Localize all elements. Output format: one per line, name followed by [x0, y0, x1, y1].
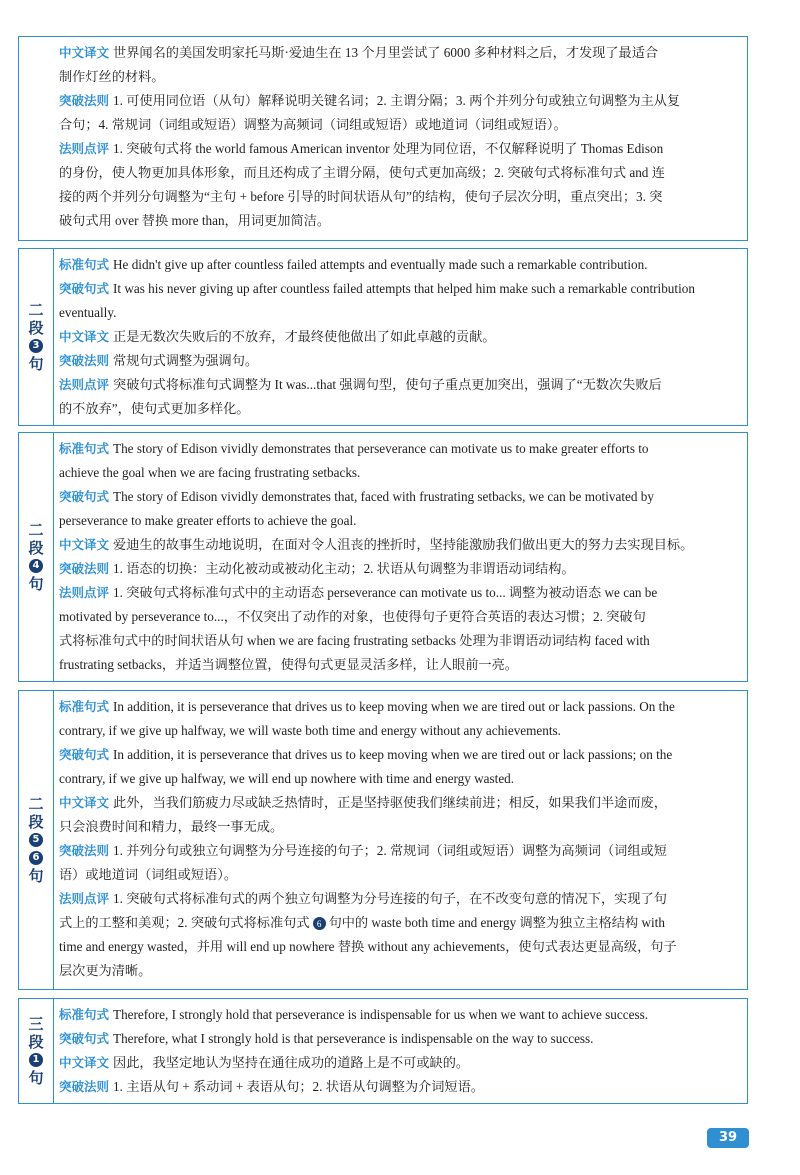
text: time and energy wasted，并用 will end up nowhere 替换 without any achievements，使句式表达更显高级，句子	[59, 939, 677, 954]
text: In addition, it is perseverance that drives us to keep moving when we are tired out or lack passions; on the	[113, 747, 673, 762]
label-comment: 法则点评	[59, 891, 110, 906]
box-content	[57, 691, 747, 987]
text: motivated by perseverance to...，不仅突出了动作的对象，也使得句子更符合英语的表达习惯；2. 突破句	[59, 609, 646, 624]
text: 正是无数次失败后的不放弃，才最终使他做出了如此卓越的贡献。	[113, 329, 496, 344]
label-rule: 突破法则	[59, 353, 110, 368]
section-marker	[19, 999, 54, 1103]
page-number: 39	[707, 1128, 749, 1148]
marker-char: 段	[28, 813, 44, 831]
label-breakthrough: 突破句式	[59, 281, 110, 296]
text: He didn't give up after countless failed attempts and eventually made such a remarkable contribution.	[113, 257, 648, 272]
text: 接的两个并列分句调整为“主句 + before 引导的时间状语从句”的结构，使句子层次分明，重点突出；3. 突	[59, 189, 663, 204]
label-translation: 中文译文	[59, 45, 110, 60]
label-rule: 突破法则	[59, 843, 110, 858]
sentence-box-para2-s5-6	[18, 690, 748, 990]
label-comment: 法则点评	[59, 377, 110, 392]
sentence-number-badge: 6	[313, 917, 326, 930]
marker-char: 二	[28, 795, 44, 813]
marker-number: 3	[29, 339, 43, 353]
text: 句中的 waste both time and energy 调整为独立主格结构 with	[328, 915, 665, 930]
text: 制作灯丝的材料。	[59, 69, 165, 84]
marker-number: 4	[29, 559, 43, 573]
text: 式将标准句式中的时间状语从句 when we are facing frustrating setbacks 处理为非谓语动词结构 faced with	[59, 633, 650, 648]
label-breakthrough: 突破句式	[59, 489, 110, 504]
text: perseverance to make greater efforts to achieve the goal.	[59, 513, 357, 528]
box-content	[57, 999, 747, 1103]
text: 式上的工整和美观；2. 突破句式将标准句式	[59, 915, 310, 930]
marker-char: 段	[28, 319, 44, 337]
text: contrary, if we give up halfway, we will end up nowhere with time and energy wasted.	[59, 771, 515, 786]
text: 因此，我坚定地认为坚持在通往成功的道路上是不可或缺的。	[113, 1055, 470, 1070]
marker-char: 句	[28, 867, 44, 885]
label-rule: 突破法则	[59, 1079, 110, 1094]
label-translation: 中文译文	[59, 329, 110, 344]
text: In addition, it is perseverance that drives us to keep moving when we are tired out or lack passions. On the	[113, 699, 675, 714]
label-translation: 中文译文	[59, 795, 110, 810]
text: 1. 突破句式将标准句式的两个独立句调整为分号连接的句子，在不改变句意的情况下，实现了句	[113, 891, 667, 906]
label-standard: 标准句式	[59, 441, 110, 456]
text: eventually.	[59, 305, 117, 320]
marker-number: 6	[29, 851, 43, 865]
text: 的身份，使人物更加具体形象，而且还构成了主谓分隔，使句式更加高级；2. 突破句式将标准句式 and 连	[59, 165, 665, 180]
label-breakthrough: 突破句式	[59, 747, 110, 762]
box-content	[57, 249, 747, 425]
text: 1. 语态的切换：主动化被动或被动化主动；2. 状语从句调整为非谓语动词结构。	[113, 561, 575, 576]
label-standard: 标准句式	[59, 1007, 110, 1022]
label-standard: 标准句式	[59, 257, 110, 272]
sentence-box-para2-s3	[18, 248, 748, 426]
text: 1. 突破句式将 the world famous American inventor 处理为同位语，不仅解释说明了 Thomas Edison	[113, 141, 664, 156]
text: 1. 突破句式将标准句式中的主动语态 perseverance can motivate us to... 调整为被动语态 we can be	[113, 585, 658, 600]
box-content	[57, 37, 747, 237]
marker-char: 句	[28, 575, 44, 593]
text: 常规句式调整为强调句。	[113, 353, 259, 368]
label-translation: 中文译文	[59, 537, 110, 552]
text: The story of Edison vividly demonstrates that, faced with frustrating setbacks, we can be motivated by	[113, 489, 654, 504]
label-breakthrough: 突破句式	[59, 1031, 110, 1046]
label-comment: 法则点评	[59, 585, 110, 600]
text: 的不放弃”，使句式更加多样化。	[59, 401, 250, 416]
label-rule: 突破法则	[59, 561, 110, 576]
label-standard: 标准句式	[59, 699, 110, 714]
text: 只会浪费时间和精力，最终一事无成。	[59, 819, 284, 834]
text: 层次更为清晰。	[59, 963, 152, 978]
label-comment: 法则点评	[59, 141, 110, 156]
section-marker	[19, 249, 54, 425]
section-marker	[19, 691, 54, 989]
text: 1. 主语从句 + 系动词 + 表语从句；2. 状语从句调整为介词短语。	[113, 1079, 484, 1094]
text: The story of Edison vividly demonstrates that perseverance can motivate us to make greater efforts to	[113, 441, 649, 456]
sentence-box-para3-s1	[18, 998, 748, 1104]
marker-char: 句	[28, 1069, 44, 1087]
text: achieve the goal when we are facing frustrating setbacks.	[59, 465, 361, 480]
sentence-box-para2-s4	[18, 432, 748, 682]
text: Therefore, I strongly hold that perseverance is indispensable for us when we want to achieve success.	[113, 1007, 649, 1022]
text: 语）或地道词（词组或短语）。	[59, 867, 238, 882]
marker-number: 5	[29, 833, 43, 847]
text: 此外，当我们筋疲力尽或缺乏热情时，正是坚持驱使我们继续前进；相反，如果我们半途而废，	[113, 795, 667, 810]
text: frustrating setbacks，并适当调整位置，使得句式更显灵活多样，让人眼前一亮。	[59, 657, 518, 672]
marker-char: 段	[28, 539, 44, 557]
marker-char: 句	[28, 355, 44, 373]
text: contrary, if we give up halfway, we will waste both time and energy without any achievements.	[59, 723, 561, 738]
text: It was his never giving up after countless failed attempts that helped him make such a remarkable contribution	[113, 281, 695, 296]
text: 破句式用 over 替换 more than，用词更加简洁。	[59, 213, 331, 228]
label-rule: 突破法则	[59, 93, 110, 108]
marker-char: 段	[28, 1033, 44, 1051]
text: 世界闻名的美国发明家托马斯·爱迪生在 13 个月里尝试了 6000 多种材料之后，才发现了最适合	[113, 45, 659, 60]
text: 突破句式将标准句式调整为 It was...that 强调句型，使句子重点更加突出，强调了“无数次失败后	[113, 377, 662, 392]
translation-box-1	[18, 36, 748, 241]
box-content	[57, 433, 747, 681]
section-marker	[19, 433, 54, 681]
marker-number: 1	[29, 1053, 43, 1067]
text: 合句；4. 常规词（词组或短语）调整为高频词（词组或短语）或地道词（词组或短语）。	[59, 117, 567, 132]
text: Therefore, what I strongly hold is that perseverance is indispensable on the way to success.	[113, 1031, 594, 1046]
text: 1. 并列分句或独立句调整为分号连接的句子；2. 常规词（词组或短语）调整为高频词（词组或短	[113, 843, 667, 858]
marker-char: 二	[28, 301, 44, 319]
text: 爱迪生的故事生动地说明，在面对令人沮丧的挫折时，坚持能激励我们做出更大的努力去实现目标。	[113, 537, 694, 552]
label-translation: 中文译文	[59, 1055, 110, 1070]
marker-char: 二	[28, 521, 44, 539]
marker-char: 三	[28, 1015, 44, 1033]
text: 1. 可使用同位语（从句）解释说明关键名词；2. 主谓分隔；3. 两个并列分句或独立句调整为主从复	[113, 93, 681, 108]
